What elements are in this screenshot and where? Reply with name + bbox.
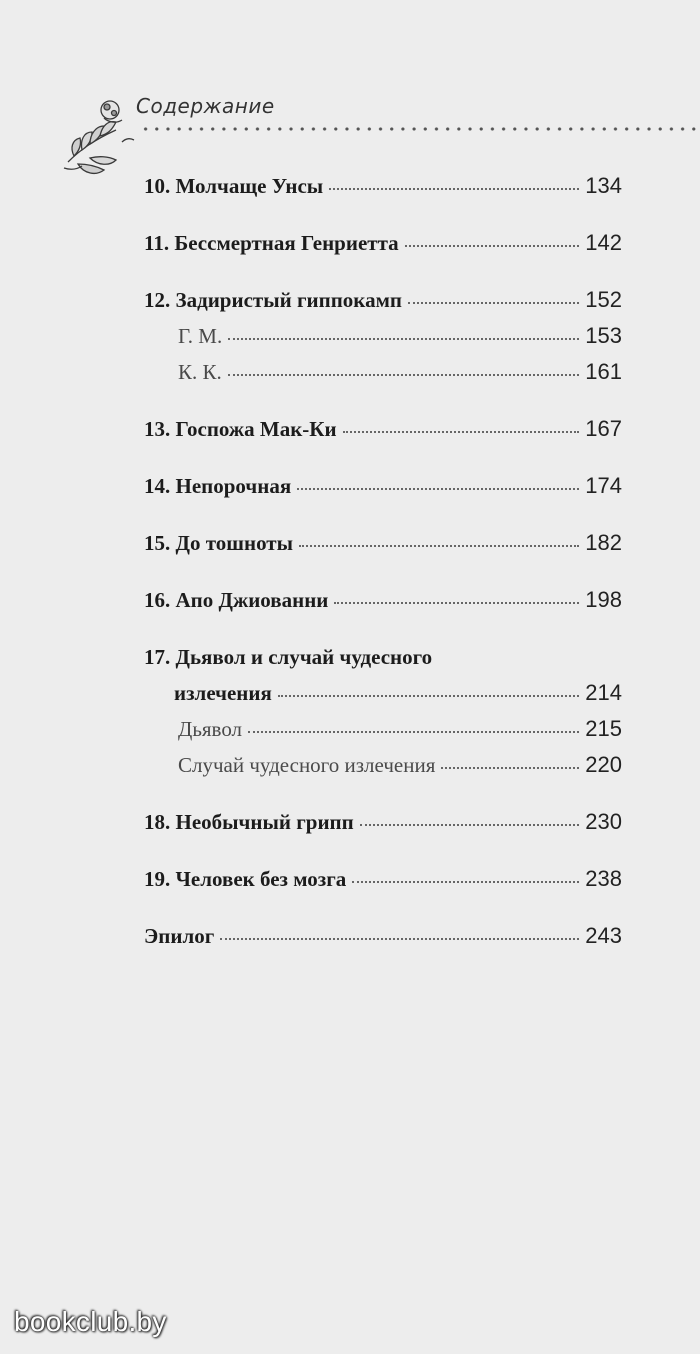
toc-subentry	[144, 747, 622, 783]
dot-leader	[441, 765, 579, 769]
entry-title: 19. Человек без мозга	[144, 867, 347, 891]
toc-entry-chapter-17-title-line1: 17. Дьявол и случай чудесного	[144, 645, 433, 669]
dot-leader	[334, 600, 579, 604]
entry-title: 15. До тошноты	[144, 531, 293, 555]
dot-leader	[360, 822, 580, 826]
toc-subentry	[144, 711, 622, 747]
dot-leader	[352, 879, 579, 883]
subentry-title: Дьявол	[178, 717, 243, 741]
subentry-page-number: 161	[585, 359, 622, 384]
subentry-page-number: 220	[585, 752, 622, 777]
toc-entry-chapter-19	[144, 861, 622, 897]
dot-leader	[408, 300, 579, 304]
toc-entry-chapter-17	[144, 675, 622, 711]
entry-title: 10. Молчаще Унсы	[144, 174, 324, 198]
entry-title: 14. Непорочная	[144, 474, 292, 498]
entry-page-number: 134	[585, 173, 622, 198]
toc-entry-chapter-14	[144, 468, 622, 504]
entry-page-number: 198	[585, 587, 622, 612]
entry-page-number: 152	[585, 287, 622, 312]
subentry-page-number: 153	[585, 323, 622, 348]
toc-entry-chapter-16	[144, 582, 622, 618]
dot-leader	[297, 486, 579, 490]
entry-title: 13. Госпожа Мак-Ки	[144, 417, 337, 441]
entry-page-number: 243	[585, 923, 622, 948]
entry-page-number: 142	[585, 230, 622, 255]
source-watermark: bookclub.by	[14, 1306, 167, 1337]
toc-entry-chapter-12	[144, 282, 622, 318]
dot-leader	[228, 336, 579, 340]
toc-entry-chapter-10	[144, 168, 622, 204]
dot-leader	[248, 729, 579, 733]
table-of-contents	[144, 168, 622, 954]
entry-title: Эпилог	[144, 924, 215, 948]
subentry-title: Случай чудесного излечения	[178, 753, 436, 777]
toc-entry-chapter-15	[144, 525, 622, 561]
sprig-ornament-icon	[60, 90, 140, 186]
toc-entry-chapter-18	[144, 804, 622, 840]
dot-leader	[405, 243, 580, 247]
dot-leader	[329, 186, 579, 190]
page-title: Содержание	[136, 94, 275, 118]
entry-page-number: 167	[585, 416, 622, 441]
header-dotted-rule	[140, 126, 700, 132]
toc-entry-chapter-11	[144, 225, 622, 261]
subentry-title: К. К.	[178, 360, 222, 384]
dot-leader	[299, 543, 579, 547]
dot-leader	[278, 693, 579, 697]
entry-page-number: 182	[585, 530, 622, 555]
entry-page-number: 174	[585, 473, 622, 498]
toc-subentry	[144, 354, 622, 390]
entry-title: 11. Бессмертная Генриетта	[144, 231, 399, 255]
subentry-title: Г. М.	[178, 324, 223, 348]
subentry-page-number: 215	[585, 716, 622, 741]
toc-entry-epilogue	[144, 918, 622, 954]
dot-leader	[228, 372, 580, 376]
dot-leader	[343, 429, 580, 433]
entry-page-number: 238	[585, 866, 622, 891]
dot-leader	[220, 936, 579, 940]
entry-title: 18. Необычный грипп	[144, 810, 354, 834]
toc-entry-chapter-13	[144, 411, 622, 447]
entry-title: 12. Задиристый гиппокамп	[144, 288, 402, 312]
entry-title: 16. Апо Джиованни	[144, 588, 329, 612]
entry-page-number: 230	[585, 809, 622, 834]
entry-title: излечения	[174, 681, 272, 705]
toc-subentry	[144, 318, 622, 354]
entry-page-number: 214	[585, 680, 622, 705]
